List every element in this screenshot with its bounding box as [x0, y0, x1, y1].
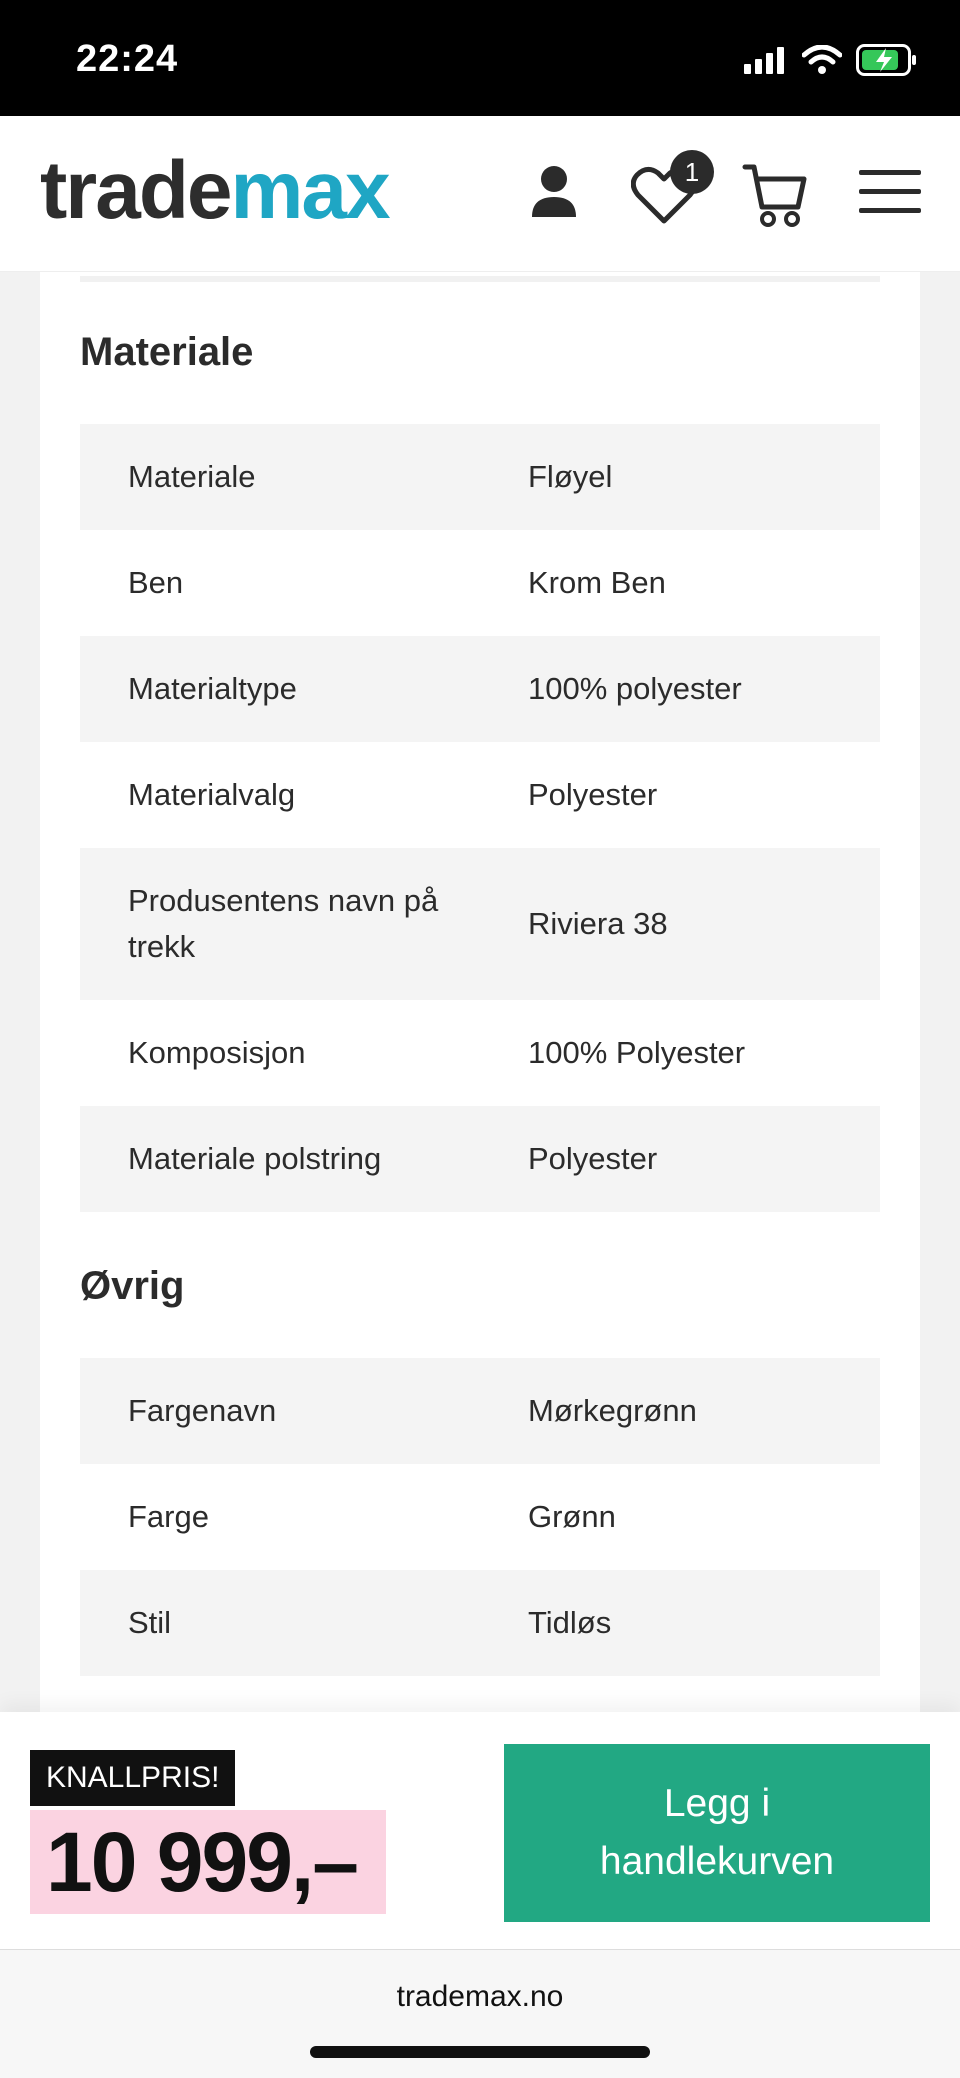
spec-value: 100% polyester — [528, 671, 742, 706]
spec-value: Fløyel — [528, 459, 613, 494]
add-to-cart-button[interactable]: Legg i handlekurven — [504, 1744, 930, 1922]
spec-key: Materialtype — [128, 671, 297, 706]
battery-icon — [856, 44, 918, 76]
product-specifications — [40, 272, 920, 1722]
trademax-logo[interactable]: trademax — [40, 145, 389, 236]
spec-key: Komposisjon — [128, 1035, 306, 1070]
spec-value: Polyester — [528, 777, 658, 812]
spec-key: Materiale — [128, 459, 256, 494]
price: 10 999,– — [30, 1810, 386, 1914]
site-header — [0, 116, 960, 272]
wishlist-count-badge: 1 — [670, 150, 714, 194]
spec-row — [80, 742, 880, 848]
spec-row — [80, 848, 880, 1000]
spec-row — [80, 530, 880, 636]
spec-key: Fargenavn — [128, 1393, 277, 1428]
spec-row — [80, 636, 880, 742]
spec-row — [80, 1570, 880, 1676]
spec-value: Mørkegrønn — [528, 1393, 697, 1428]
spec-value: Polyester — [528, 1141, 658, 1176]
account-icon[interactable] — [526, 156, 582, 226]
wifi-icon — [802, 45, 842, 75]
spec-key: Materialvalg — [128, 777, 296, 812]
spec-row — [80, 1000, 880, 1106]
spec-key: Produsentens navn på trekk — [128, 883, 439, 964]
status-bar — [0, 0, 960, 116]
spec-row — [80, 1106, 880, 1212]
spec-value: 100% Polyester — [528, 1035, 746, 1070]
menu-icon[interactable] — [858, 166, 922, 218]
spec-value: Tidløs — [528, 1605, 612, 1640]
status-icons — [744, 44, 918, 76]
url-text[interactable]: trademax.no — [396, 1980, 564, 2013]
spec-value: Grønn — [528, 1499, 616, 1534]
spec-key: Stil — [128, 1605, 172, 1640]
spec-row — [80, 1358, 880, 1464]
spec-key: Farge — [128, 1499, 209, 1534]
home-indicator[interactable] — [310, 2046, 650, 2058]
spec-row — [80, 1464, 880, 1570]
purchase-bar — [0, 1712, 960, 1950]
divider — [80, 276, 880, 282]
section-title-ovrig: Øvrig — [80, 1264, 185, 1308]
spec-key: Ben — [128, 565, 184, 600]
browser-address-bar[interactable] — [0, 1950, 960, 2078]
spec-value: Krom Ben — [528, 565, 666, 600]
status-time: 22:24 — [76, 38, 179, 80]
section-title-materiale: Materiale — [80, 330, 254, 374]
spec-value: Riviera 38 — [528, 906, 668, 941]
deal-tag: KNALLPRIS! — [30, 1750, 235, 1806]
spec-key: Materiale polstring — [128, 1141, 382, 1176]
spec-row — [80, 424, 880, 530]
cart-icon[interactable] — [740, 156, 810, 236]
signal-icon — [744, 46, 788, 74]
